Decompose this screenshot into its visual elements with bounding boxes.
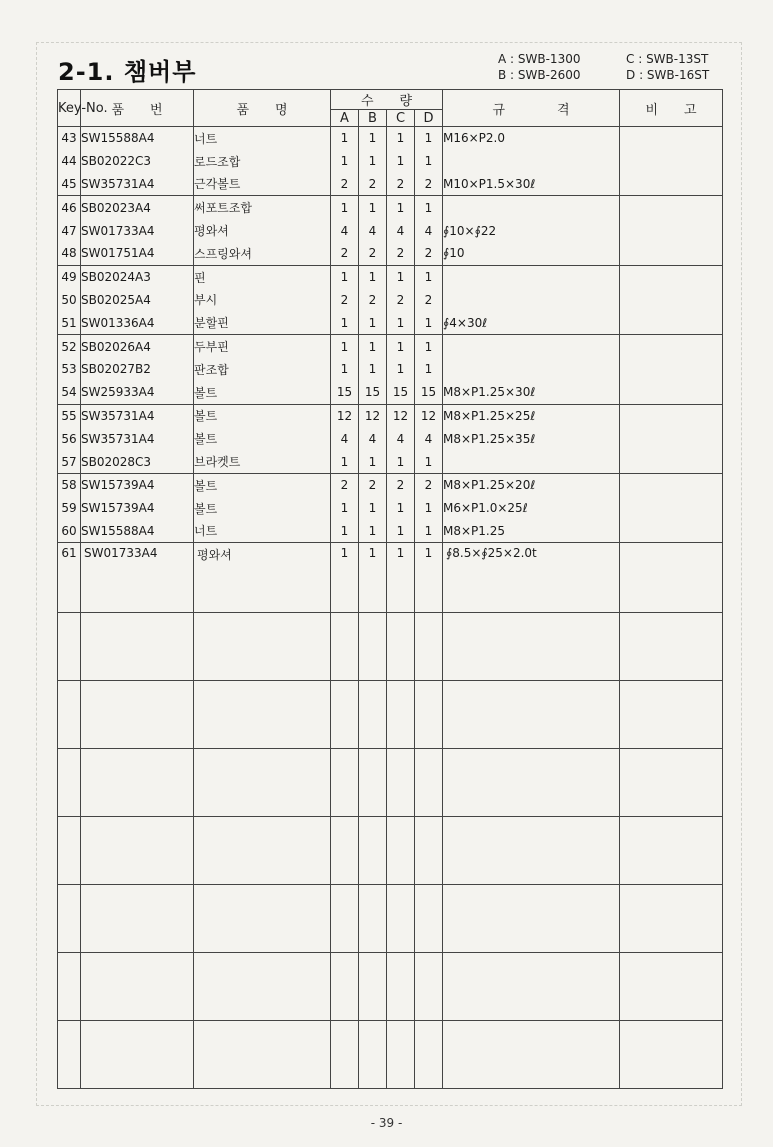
row-qty-a: 4	[331, 219, 359, 242]
row-spec: M8×P1.25×20ℓ	[443, 473, 620, 496]
row-qty-b: 1	[359, 335, 387, 358]
blank-cell	[620, 953, 723, 1021]
row-qty-a: 1	[331, 265, 359, 288]
row-key: 61	[58, 543, 81, 613]
row-qty-a: 15	[331, 381, 359, 404]
row-spec	[443, 358, 620, 381]
blank-cell	[415, 817, 443, 885]
row-remarks	[620, 427, 723, 450]
blank-cell	[359, 817, 387, 885]
row-part-name: 근각볼트	[194, 173, 331, 196]
row-spec	[443, 335, 620, 358]
blank-cell	[415, 749, 443, 817]
row-spec: M16×P2.0	[443, 127, 620, 150]
row-part-no: SB02027B2	[81, 358, 194, 381]
row-qty-b: 1	[359, 450, 387, 473]
blank-cell	[58, 613, 81, 681]
row-qty-b: 1	[359, 196, 387, 219]
blank-row	[58, 953, 723, 1021]
row-qty-c: 2	[387, 173, 415, 196]
row-remarks	[620, 473, 723, 496]
row-qty-c: 4	[387, 219, 415, 242]
row-part-name: 부시	[194, 289, 331, 312]
table-row	[58, 242, 723, 265]
row-qty-a: 1	[331, 450, 359, 473]
row-part-name: 볼트	[194, 427, 331, 450]
row-remarks	[620, 242, 723, 265]
row-key: 54	[58, 381, 81, 404]
row-qty-c: 1	[387, 335, 415, 358]
blank-cell	[443, 613, 620, 681]
row-qty-b: 15	[359, 381, 387, 404]
blank-cell	[194, 749, 331, 817]
blank-cell	[194, 613, 331, 681]
row-qty-a: 1	[331, 520, 359, 543]
row-key: 57	[58, 450, 81, 473]
row-qty-d: 2	[415, 242, 443, 265]
table-row	[58, 427, 723, 450]
blank-cell	[443, 885, 620, 953]
blank-cell	[387, 817, 415, 885]
table-row	[58, 150, 723, 173]
blank-row	[58, 817, 723, 885]
table-row	[58, 450, 723, 473]
blank-row	[58, 613, 723, 681]
table-row	[58, 381, 723, 404]
row-qty-a: 1	[331, 127, 359, 150]
row-qty-a: 1	[331, 150, 359, 173]
row-remarks	[620, 404, 723, 427]
row-spec: ∮10×∮22	[443, 219, 620, 242]
blank-cell	[415, 1021, 443, 1089]
row-remarks	[620, 196, 723, 219]
row-qty-d: 4	[415, 427, 443, 450]
row-key: 48	[58, 242, 81, 265]
blank-cell	[415, 613, 443, 681]
parts-rows	[58, 127, 723, 1089]
table-row	[58, 127, 723, 150]
blank-cell	[194, 953, 331, 1021]
blank-cell	[331, 817, 359, 885]
header-remarks: 비 고	[620, 90, 723, 127]
blank-cell	[359, 885, 387, 953]
row-spec	[443, 450, 620, 473]
row-remarks	[620, 127, 723, 150]
blank-cell	[331, 749, 359, 817]
row-qty-a: 2	[331, 242, 359, 265]
row-key: 46	[58, 196, 81, 219]
row-part-no: SB02025A4	[81, 289, 194, 312]
row-part-no: SW35731A4	[81, 173, 194, 196]
row-part-name: 평와셔	[194, 543, 331, 613]
row-key: 51	[58, 311, 81, 334]
row-spec: ∮4×30ℓ	[443, 311, 620, 334]
row-key: 60	[58, 520, 81, 543]
blank-cell	[58, 749, 81, 817]
blank-cell	[359, 681, 387, 749]
row-part-no: SW01751A4	[81, 242, 194, 265]
blank-cell	[620, 817, 723, 885]
row-part-name: 써포트조합	[194, 196, 331, 219]
blank-cell	[387, 613, 415, 681]
row-remarks	[620, 450, 723, 473]
row-spec: ∮8.5×∮25×2.0t	[443, 543, 620, 613]
row-qty-b: 1	[359, 358, 387, 381]
row-qty-b: 1	[359, 311, 387, 334]
model-c: C : SWB-13ST	[626, 52, 709, 66]
row-qty-c: 4	[387, 427, 415, 450]
blank-cell	[194, 885, 331, 953]
row-spec: M8×P1.25×35ℓ	[443, 427, 620, 450]
blank-cell	[194, 817, 331, 885]
table-row	[58, 335, 723, 358]
row-qty-a: 1	[331, 543, 359, 613]
blank-cell	[620, 681, 723, 749]
row-qty-a: 1	[331, 335, 359, 358]
row-part-name: 핀	[194, 265, 331, 288]
row-key: 53	[58, 358, 81, 381]
row-part-no: SB02026A4	[81, 335, 194, 358]
row-remarks	[620, 381, 723, 404]
row-qty-c: 1	[387, 450, 415, 473]
blank-cell	[81, 1021, 194, 1089]
row-part-name: 브라켓트	[194, 450, 331, 473]
row-qty-c: 2	[387, 289, 415, 312]
row-key: 47	[58, 219, 81, 242]
row-qty-d: 1	[415, 450, 443, 473]
row-key: 50	[58, 289, 81, 312]
table-row	[58, 289, 723, 312]
row-remarks	[620, 150, 723, 173]
row-part-name: 볼트	[194, 404, 331, 427]
row-qty-a: 1	[331, 311, 359, 334]
page-title: 2-1. 챔버부	[58, 58, 197, 86]
row-qty-d: 2	[415, 473, 443, 496]
row-qty-b: 2	[359, 289, 387, 312]
blank-row	[58, 1021, 723, 1089]
blank-cell	[359, 1021, 387, 1089]
row-qty-a: 1	[331, 196, 359, 219]
table-row	[58, 404, 723, 427]
table-row	[58, 311, 723, 334]
row-qty-b: 1	[359, 543, 387, 613]
row-part-name: 평와셔	[194, 219, 331, 242]
row-qty-d: 1	[415, 265, 443, 288]
blank-cell	[81, 681, 194, 749]
header-part-name: 품 명	[194, 90, 331, 127]
row-remarks	[620, 497, 723, 520]
row-qty-d: 15	[415, 381, 443, 404]
blank-cell	[620, 613, 723, 681]
row-part-no: SW15588A4	[81, 127, 194, 150]
row-qty-c: 1	[387, 196, 415, 219]
table-row	[58, 358, 723, 381]
row-part-no: SW01336A4	[81, 311, 194, 334]
row-qty-b: 12	[359, 404, 387, 427]
row-qty-b: 1	[359, 520, 387, 543]
row-qty-b: 1	[359, 265, 387, 288]
row-remarks	[620, 520, 723, 543]
row-spec	[443, 150, 620, 173]
blank-cell	[331, 681, 359, 749]
parts-table	[57, 89, 723, 1089]
row-qty-c: 1	[387, 358, 415, 381]
blank-cell	[331, 885, 359, 953]
model-a: A : SWB-1300	[498, 52, 581, 66]
blank-cell	[443, 681, 620, 749]
row-qty-c: 1	[387, 127, 415, 150]
table-row	[58, 265, 723, 288]
row-qty-a: 1	[331, 358, 359, 381]
blank-cell	[415, 885, 443, 953]
row-qty-d: 1	[415, 335, 443, 358]
row-remarks	[620, 289, 723, 312]
row-qty-a: 1	[331, 497, 359, 520]
row-qty-a: 12	[331, 404, 359, 427]
row-qty-c: 1	[387, 543, 415, 613]
blank-cell	[443, 817, 620, 885]
blank-row	[58, 681, 723, 749]
row-qty-d: 1	[415, 150, 443, 173]
blank-cell	[58, 885, 81, 953]
blank-cell	[387, 953, 415, 1021]
blank-cell	[415, 681, 443, 749]
row-part-no: SB02028C3	[81, 450, 194, 473]
blank-cell	[387, 885, 415, 953]
row-qty-c: 12	[387, 404, 415, 427]
blank-cell	[81, 613, 194, 681]
row-spec	[443, 265, 620, 288]
row-qty-c: 1	[387, 311, 415, 334]
row-part-no: SW15739A4	[81, 473, 194, 496]
row-key: 45	[58, 173, 81, 196]
table-row	[58, 173, 723, 196]
blank-row	[58, 749, 723, 817]
row-qty-a: 2	[331, 173, 359, 196]
blank-cell	[331, 953, 359, 1021]
row-spec	[443, 196, 620, 219]
row-remarks	[620, 358, 723, 381]
row-part-name: 너트	[194, 127, 331, 150]
table-row	[58, 219, 723, 242]
blank-cell	[359, 953, 387, 1021]
row-qty-c: 2	[387, 242, 415, 265]
row-part-no: SW15588A4	[81, 520, 194, 543]
row-qty-c: 1	[387, 150, 415, 173]
blank-cell	[58, 1021, 81, 1089]
row-key: 58	[58, 473, 81, 496]
row-part-no: SW15739A4	[81, 497, 194, 520]
row-key: 56	[58, 427, 81, 450]
row-part-no: SW35731A4	[81, 427, 194, 450]
blank-cell	[81, 953, 194, 1021]
row-remarks	[620, 265, 723, 288]
row-key: 49	[58, 265, 81, 288]
blank-cell	[359, 749, 387, 817]
blank-cell	[58, 953, 81, 1021]
blank-cell	[194, 1021, 331, 1089]
row-spec: M8×P1.25×25ℓ	[443, 404, 620, 427]
blank-cell	[387, 1021, 415, 1089]
row-qty-d: 2	[415, 289, 443, 312]
row-part-name: 두부핀	[194, 335, 331, 358]
row-spec: M8×P1.25	[443, 520, 620, 543]
header-spec: 규 격	[443, 90, 620, 127]
table-row	[58, 497, 723, 520]
row-key: 43	[58, 127, 81, 150]
row-remarks	[620, 335, 723, 358]
row-part-no: SW01733A4	[81, 543, 194, 613]
row-part-name: 너트	[194, 520, 331, 543]
row-qty-d: 2	[415, 173, 443, 196]
blank-cell	[443, 1021, 620, 1089]
header-qty-a: A	[331, 110, 359, 127]
row-qty-a: 4	[331, 427, 359, 450]
table-row	[58, 543, 723, 613]
blank-cell	[359, 613, 387, 681]
blank-cell	[415, 953, 443, 1021]
row-qty-a: 2	[331, 473, 359, 496]
blank-cell	[443, 749, 620, 817]
row-qty-d: 1	[415, 497, 443, 520]
row-remarks	[620, 173, 723, 196]
row-spec: M8×P1.25×30ℓ	[443, 381, 620, 404]
row-key: 52	[58, 335, 81, 358]
row-part-name: 볼트	[194, 497, 331, 520]
header-key: Key-No.	[58, 90, 81, 127]
header-qty-c: C	[387, 110, 415, 127]
row-spec	[443, 289, 620, 312]
row-part-name: 스프링와셔	[194, 242, 331, 265]
row-qty-b: 1	[359, 497, 387, 520]
row-qty-b: 1	[359, 150, 387, 173]
table-row	[58, 473, 723, 496]
row-qty-b: 1	[359, 127, 387, 150]
row-qty-b: 2	[359, 242, 387, 265]
blank-cell	[620, 749, 723, 817]
row-qty-d: 1	[415, 520, 443, 543]
row-part-no: SW35731A4	[81, 404, 194, 427]
row-part-name: 판조합	[194, 358, 331, 381]
row-part-no: SB02022C3	[81, 150, 194, 173]
row-qty-c: 1	[387, 497, 415, 520]
row-spec: M10×P1.5×30ℓ	[443, 173, 620, 196]
row-qty-d: 1	[415, 311, 443, 334]
blank-cell	[58, 681, 81, 749]
row-spec: M6×P1.0×25ℓ	[443, 497, 620, 520]
header-qty: 수 량	[331, 90, 443, 110]
model-legend	[498, 52, 726, 82]
row-qty-c: 15	[387, 381, 415, 404]
model-d: D : SWB-16ST	[626, 68, 710, 82]
row-remarks	[620, 219, 723, 242]
row-qty-d: 1	[415, 127, 443, 150]
row-qty-b: 2	[359, 173, 387, 196]
table-row	[58, 520, 723, 543]
row-qty-b: 4	[359, 427, 387, 450]
model-b: B : SWB-2600	[498, 68, 581, 82]
row-key: 44	[58, 150, 81, 173]
row-key: 55	[58, 404, 81, 427]
row-spec: ∮10	[443, 242, 620, 265]
row-qty-d: 12	[415, 404, 443, 427]
row-part-no: SB02023A4	[81, 196, 194, 219]
blank-cell	[331, 1021, 359, 1089]
blank-cell	[443, 953, 620, 1021]
blank-cell	[81, 885, 194, 953]
row-qty-d: 1	[415, 358, 443, 381]
row-part-name: 로드조합	[194, 150, 331, 173]
blank-cell	[387, 681, 415, 749]
row-qty-c: 2	[387, 473, 415, 496]
row-qty-b: 4	[359, 219, 387, 242]
row-remarks	[620, 543, 723, 613]
row-qty-a: 2	[331, 289, 359, 312]
row-part-name: 볼트	[194, 473, 331, 496]
blank-cell	[81, 817, 194, 885]
row-qty-d: 4	[415, 219, 443, 242]
row-qty-d: 1	[415, 543, 443, 613]
row-qty-d: 1	[415, 196, 443, 219]
blank-cell	[194, 681, 331, 749]
blank-cell	[387, 749, 415, 817]
blank-cell	[81, 749, 194, 817]
row-qty-c: 1	[387, 265, 415, 288]
table-row	[58, 196, 723, 219]
header-qty-d: D	[415, 110, 443, 127]
blank-cell	[58, 817, 81, 885]
header-part-no: 품 번	[81, 90, 194, 127]
row-part-no: SW25933A4	[81, 381, 194, 404]
blank-row	[58, 885, 723, 953]
blank-cell	[620, 1021, 723, 1089]
row-part-no: SB02024A3	[81, 265, 194, 288]
row-remarks	[620, 311, 723, 334]
blank-cell	[331, 613, 359, 681]
row-qty-b: 2	[359, 473, 387, 496]
row-part-name: 분할핀	[194, 311, 331, 334]
row-part-name: 볼트	[194, 381, 331, 404]
row-qty-c: 1	[387, 520, 415, 543]
row-key: 59	[58, 497, 81, 520]
page-number: - 39 -	[370, 1116, 403, 1130]
row-part-no: SW01733A4	[81, 219, 194, 242]
blank-cell	[620, 885, 723, 953]
header-qty-b: B	[359, 110, 387, 127]
